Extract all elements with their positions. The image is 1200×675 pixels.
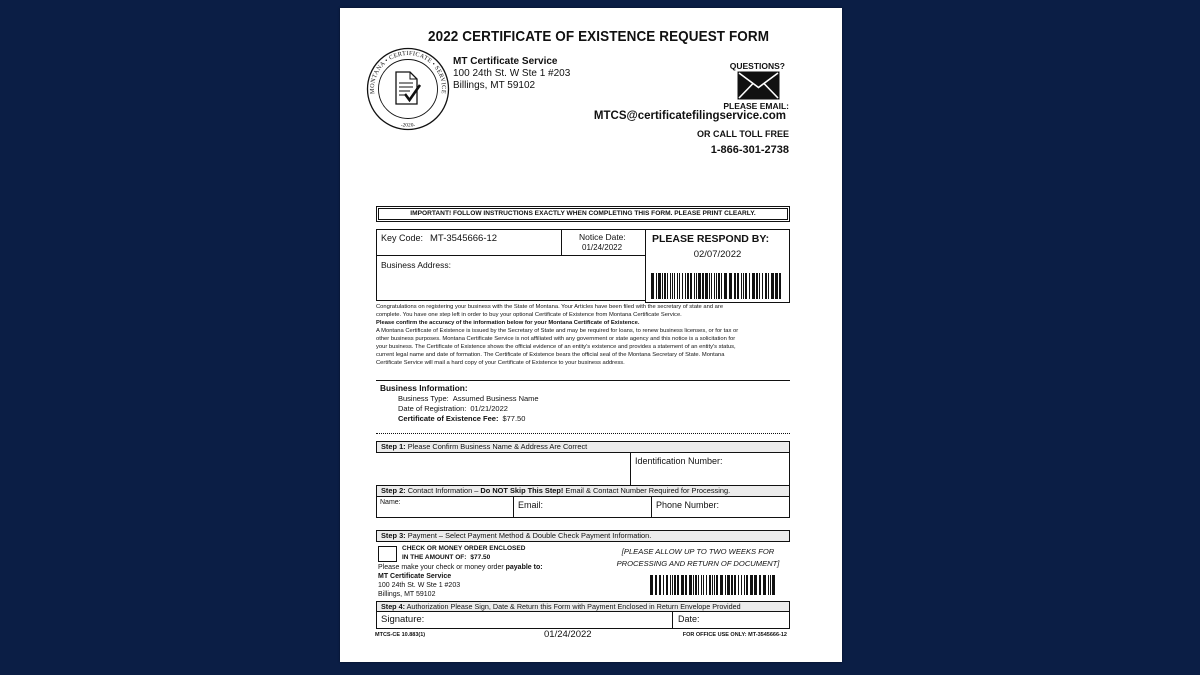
fee-line bbox=[398, 414, 525, 423]
step1-text: Please Confirm Business Name & Address Are Correct bbox=[407, 442, 588, 451]
registration-line bbox=[398, 404, 508, 413]
intro-line: other business purposes. Montana Certificate Service is not affiliated with any government or state agency and this notice is a solicitation for bbox=[376, 336, 736, 342]
contact-phone: 1-866-301-2738 bbox=[710, 144, 789, 156]
sender-city: Billings, MT 59102 bbox=[453, 80, 536, 91]
registration-label: Date of Registration: bbox=[398, 404, 467, 413]
payment-checkbox bbox=[378, 546, 397, 562]
date-label: Date: bbox=[678, 614, 700, 624]
barcode bbox=[650, 575, 776, 595]
signature-label: Signature: bbox=[381, 614, 425, 625]
step4-text: Authorization Please Sign, Date & Return this Form with Payment Enclosed in Return Envelope Provided bbox=[406, 602, 741, 611]
intro-line: current legal name and date of formation. The Certificate of Existence bears the official seal of the Montana Secretary of State. Montana bbox=[376, 352, 725, 358]
identification-number-label: Identification Number: bbox=[635, 456, 723, 466]
step4-divider bbox=[672, 612, 673, 628]
processing-notice-line2: PROCESSING AND RETURN OF DOCUMENT] bbox=[616, 559, 780, 568]
dotted-divider bbox=[376, 433, 790, 434]
fee-value: $77.50 bbox=[502, 414, 526, 423]
barcode bbox=[651, 273, 783, 299]
sender-street: 100 24th St. W Ste 1 #203 bbox=[453, 68, 571, 79]
step2-text: Contact Information – bbox=[407, 486, 481, 495]
key-code-value: MT-3545666-12 bbox=[430, 233, 498, 244]
respond-by-cell bbox=[645, 229, 790, 303]
intro-line: Certificate Service will mail a hard copy of your Certificate of Existence to your business address. bbox=[376, 360, 625, 366]
intro-line-emphasis: Please confirm the accuracy of the information below for your Montana Certificate of Existence. bbox=[376, 320, 640, 326]
payee-city: Billings, MT 59102 bbox=[378, 591, 436, 598]
processing-notice-line1: [PLEASE ALLOW UP TO TWO WEEKS FOR bbox=[621, 547, 775, 556]
business-info-heading: Business Information: bbox=[380, 383, 468, 393]
step2-contact-row bbox=[376, 497, 790, 518]
intro-line: your business. The Certificate of Existence shows the official evidence of an entity's existence and provides a statement of an entity's status, bbox=[376, 344, 736, 350]
step4-signature-row bbox=[376, 612, 790, 629]
payable-line bbox=[378, 564, 543, 571]
registration-value: 01/21/2022 bbox=[470, 404, 508, 413]
intro-line: A Montana Certificate of Existence is issued by the Secretary of State and may be required for loans, to renew business licenses, or for tax or bbox=[376, 328, 739, 334]
payable-text: Please make your check or money order bbox=[378, 564, 506, 571]
step1-number: Step 1: bbox=[381, 442, 406, 451]
envelope-icon bbox=[737, 71, 780, 100]
sender-name: MT Certificate Service bbox=[453, 56, 558, 67]
payable-to: payable to: bbox=[505, 564, 543, 571]
business-type-value: Assumed Business Name bbox=[452, 394, 539, 403]
form-code: MTCS-CE 10.883(1) bbox=[375, 632, 426, 638]
seal-year: -2020- bbox=[400, 122, 416, 129]
payee-name: MT Certificate Service bbox=[378, 573, 452, 580]
step2-text-after: Email & Contact Number Required for Processing. bbox=[563, 486, 731, 495]
company-seal bbox=[366, 47, 450, 131]
questions-label: QUESTIONS? bbox=[729, 61, 785, 71]
notice-date-value: 01/24/2022 bbox=[582, 243, 623, 252]
step3-text: Payment – Select Payment Method & Double Check Payment Information. bbox=[407, 531, 652, 540]
document-check-icon bbox=[396, 72, 420, 104]
key-code-cell bbox=[376, 229, 562, 256]
notice-date-label: Notice Date: bbox=[579, 232, 626, 242]
respond-by-label: PLEASE RESPOND BY: bbox=[652, 233, 770, 245]
call-label: OR CALL TOLL FREE bbox=[696, 129, 789, 139]
intro-line: Congratulations on registering your business with the State of Montana. Your Articles have been filed with the secretary of state and are bbox=[376, 304, 724, 310]
business-type-label: Business Type: bbox=[398, 394, 449, 403]
respond-by-date: 02/07/2022 bbox=[693, 249, 742, 260]
step2-number: Step 2: bbox=[381, 486, 406, 495]
notice-date-cell bbox=[561, 229, 646, 256]
seal-ring-text: MONTANA • CERTIFICATE • SERVICE bbox=[368, 49, 448, 95]
intro-line: complete. You have one step left in order to buy your optional Certificate of Existence from Montana Certificate Service. bbox=[376, 312, 682, 318]
step4-bar bbox=[376, 601, 790, 612]
footer-date: 01/24/2022 bbox=[544, 629, 592, 640]
name-label: Name: bbox=[380, 499, 401, 506]
check-option-label: CHECK OR MONEY ORDER ENCLOSED bbox=[402, 545, 526, 552]
step1-bar bbox=[376, 441, 790, 453]
step2-divider-2 bbox=[651, 497, 652, 517]
business-type-line bbox=[398, 394, 539, 403]
phone-field-label: Phone Number: bbox=[656, 500, 720, 510]
step2-warning: Do NOT Skip This Step! bbox=[480, 486, 564, 495]
step3-bar bbox=[376, 530, 790, 542]
business-address-label: Business Address: bbox=[381, 260, 451, 270]
intro-paragraph bbox=[376, 303, 790, 367]
form-page bbox=[340, 8, 842, 662]
amount-line bbox=[402, 554, 490, 561]
email-field-label: Email: bbox=[518, 500, 544, 510]
step1-body bbox=[376, 453, 790, 485]
important-notice: IMPORTANT! FOLLOW INSTRUCTIONS EXACTLY WHEN COMPLETING THIS FORM. PLEASE PRINT CLEARLY. bbox=[376, 206, 790, 222]
step3-number: Step 3: bbox=[381, 531, 406, 540]
step1-divider bbox=[630, 453, 631, 485]
fee-label: Certificate of Existence Fee: bbox=[398, 414, 499, 423]
contact-email: MTCS@certificatefilingservice.com bbox=[593, 110, 786, 122]
step2-bar bbox=[376, 485, 790, 497]
amount-value: $77.50 bbox=[470, 554, 491, 561]
step2-divider-1 bbox=[513, 497, 514, 517]
payee-street: 100 24th St. W Ste 1 #203 bbox=[378, 582, 461, 589]
email-label: PLEASE EMAIL: bbox=[723, 101, 789, 111]
office-use-code: FOR OFFICE USE ONLY: MT-3545666-12 bbox=[682, 632, 787, 638]
amount-label: IN THE AMOUNT OF: bbox=[402, 554, 467, 561]
divider bbox=[376, 380, 790, 381]
business-address-cell bbox=[376, 255, 646, 301]
form-title: 2022 CERTIFICATE OF EXISTENCE REQUEST FORM bbox=[428, 28, 770, 45]
step4-number: Step 4: bbox=[381, 602, 405, 611]
key-code-label: Key Code: bbox=[381, 233, 424, 243]
